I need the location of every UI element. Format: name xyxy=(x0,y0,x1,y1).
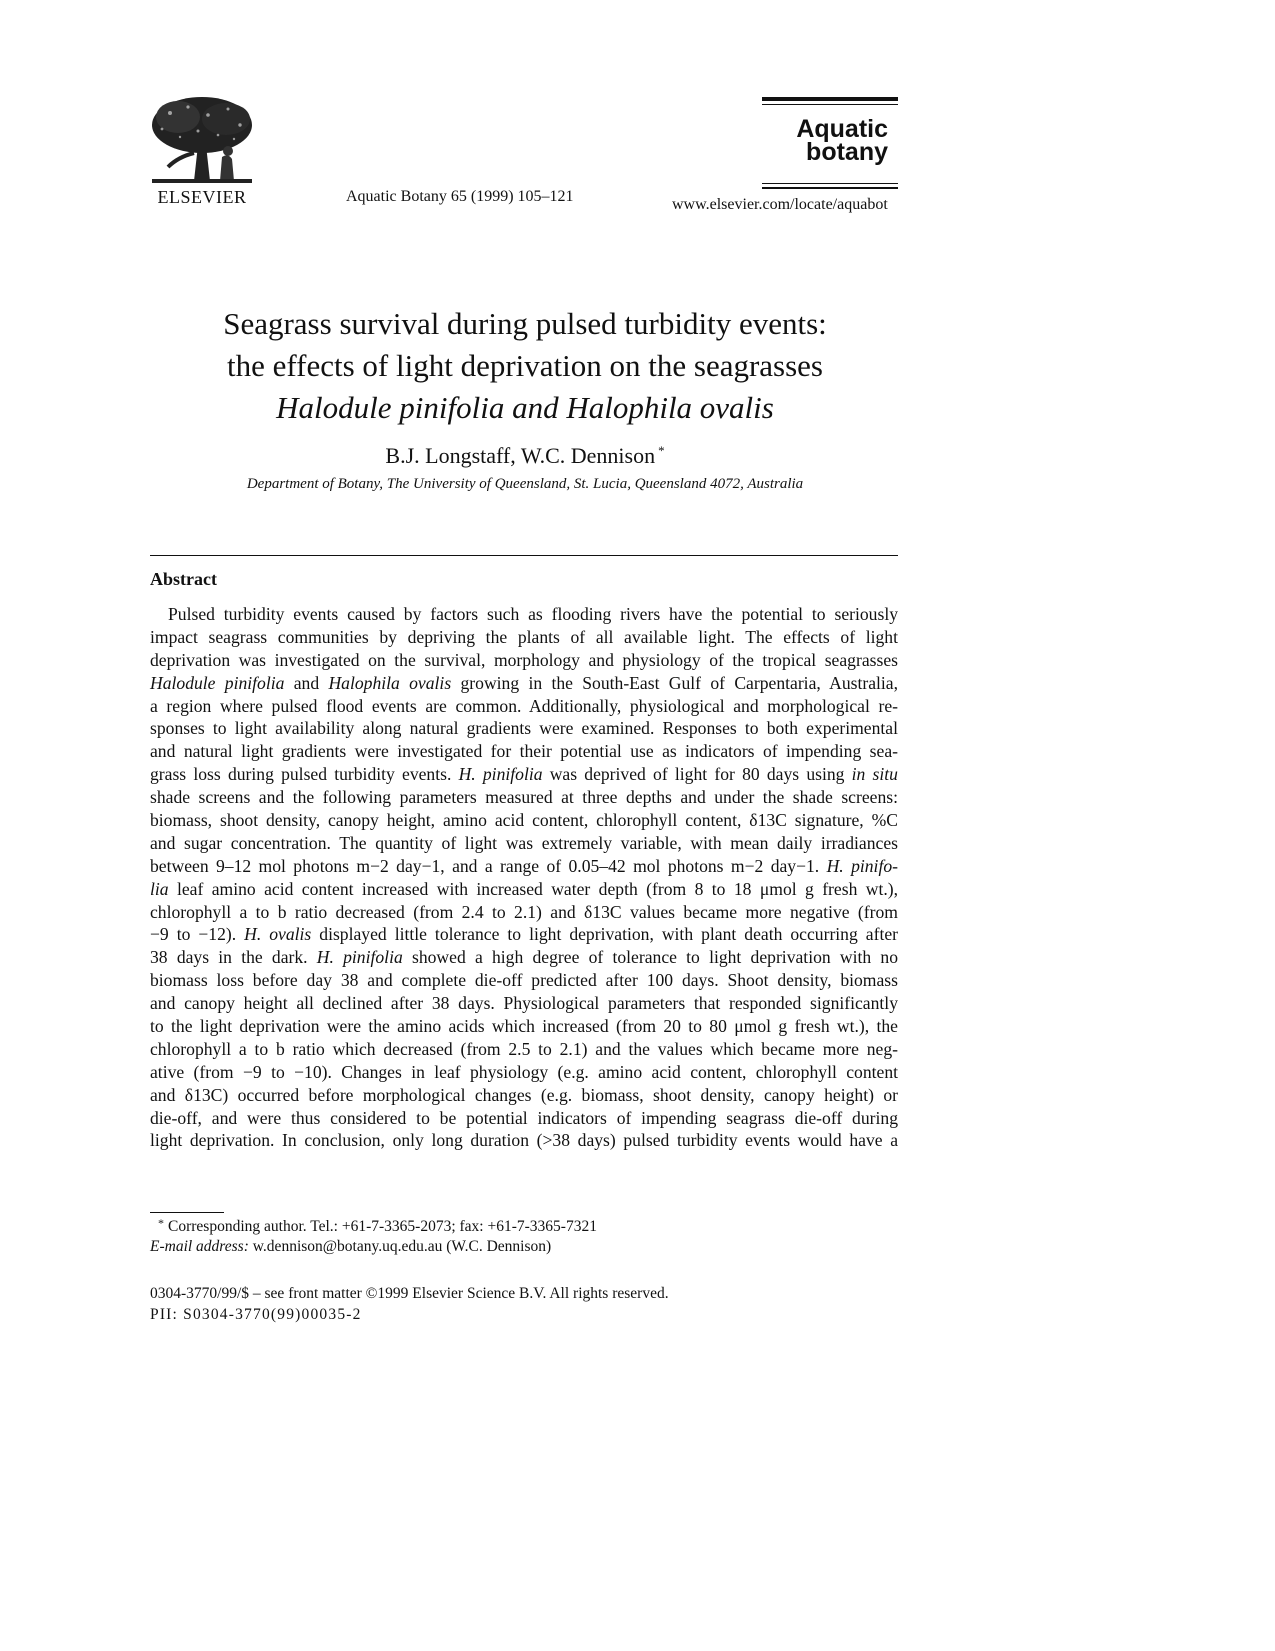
article-title xyxy=(150,303,900,429)
title-line: Seagrass survival during pulsed turbidity events: xyxy=(223,306,827,341)
title-line-species: Halodule pinifolia and Halophila ovalis xyxy=(276,390,774,425)
affiliation: Department of Botany, The University of Queensland, St. Lucia, Queensland 4072, Australia xyxy=(246,476,804,492)
abstract-line: biomass, shoot density, canopy height, amino acid content, chlorophyll content, δ13C signature, %C xyxy=(150,810,898,831)
corresponding-author-mark[interactable]: * xyxy=(658,443,665,458)
abstract-line: shade screens and the following parameters measured at three depths and under the shade screens: xyxy=(150,787,898,808)
abstract-line: a region where pulsed flood events are common. Additionally, physiological and morphological re- xyxy=(150,695,898,716)
abstract-line: to the light deprivation were the amino acids which increased (from 20 to 80 μmol g fresh wt.), the xyxy=(150,1016,898,1037)
email-footnote xyxy=(150,1238,551,1256)
abstract-line: −9 to −12). H. ovalis displayed little tolerance to light deprivation, with plant death occurring after xyxy=(150,924,898,945)
abstract-line: biomass loss before day 38 and complete die-off predicted after 100 days. Shoot density, biomass xyxy=(150,970,898,991)
abstract-line: 38 days in the dark. H. pinifolia showed a high degree of tolerance to light deprivation with no xyxy=(150,947,898,968)
journal-logo-rule xyxy=(762,187,898,189)
abstract-line: Pulsed turbidity events caused by factors such as flooding rivers have the potential to seriously xyxy=(168,604,898,624)
abstract-line: light deprivation. In conclusion, only long duration (>38 days) pulsed turbidity events would have a xyxy=(150,1130,898,1151)
corresponding-author-details: Corresponding author. Tel.: +61-7-3365-2073; fax: +61-7-3365-7321 xyxy=(168,1218,597,1235)
abstract-line: sponses to light availability along natural gradients were examined. Responses to both experimental xyxy=(150,718,898,739)
journal-logo-rule xyxy=(762,104,898,105)
publisher-name: ELSEVIER xyxy=(157,187,247,207)
tree-logo-icon xyxy=(148,95,256,185)
abstract-body xyxy=(150,603,898,1152)
pii-identifier: PII: S0304-3770(99)00035-2 xyxy=(150,1306,362,1323)
email-address[interactable]: w.dennison@botany.uq.edu.au (W.C. Dennison) xyxy=(252,1238,552,1255)
abstract-line: and δ13C) occurred before morphological changes (e.g. biomass, shoot density, canopy height) or xyxy=(150,1084,898,1105)
abstract-heading: Abstract xyxy=(150,569,217,589)
journal-logo-rule xyxy=(762,183,898,184)
footnote-divider xyxy=(150,1212,224,1213)
elsevier-logo xyxy=(148,95,256,207)
abstract-line: chlorophyll a to b ratio which decreased (from 2.5 to 2.1) and the values which became more neg- xyxy=(150,1038,898,1059)
authors: B.J. Longstaff, W.C. Dennison xyxy=(385,443,656,468)
journal-logo-line1: Aquatic xyxy=(796,115,888,143)
journal-logo-line2: botany xyxy=(806,138,888,166)
abstract-line: and canopy height all declined after 38 days. Physiological parameters that responded significantly xyxy=(150,993,898,1014)
journal-url[interactable]: www.elsevier.com/locate/aquabot xyxy=(672,196,888,213)
abstract-line: die-off, and were thus considered to be potential indicators of impending seagrass die-off during xyxy=(150,1107,898,1128)
email-label: E-mail address: xyxy=(150,1238,249,1255)
abstract-line: ative (from −9 to −10). Changes in leaf physiology (e.g. amino acid content, chlorophyll content xyxy=(150,1061,898,1082)
abstract-line: between 9–12 mol photons m−2 day−1, and a range of 0.05–42 mol photons m−2 day−1. H. pinifo- xyxy=(150,855,898,876)
journal-reference: Aquatic Botany 65 (1999) 105–121 xyxy=(346,188,574,205)
copyright-notice: 0304-3770/99/$ – see front matter ©1999 Elsevier Science B.V. All rights reserved. xyxy=(150,1285,669,1302)
abstract-line: and sugar concentration. The quantity of light was extremely variable, with mean daily irradiances xyxy=(150,832,898,853)
abstract-line: Halodule pinifolia and Halophila ovalis growing in the South-East Gulf of Carpentaria, Australia, xyxy=(150,672,899,693)
abstract-line: chlorophyll a to b ratio decreased (from 2.4 to 2.1) and δ13C values became more negative (from xyxy=(150,901,898,922)
abstract-line: deprivation was investigated on the survival, morphology and physiology of the tropical seagrasses xyxy=(150,649,898,670)
abstract-line: impact seagrass communities by depriving the plants of all available light. The effects of light xyxy=(150,626,898,647)
corresponding-author-footnote xyxy=(150,1216,597,1236)
section-divider xyxy=(150,555,898,556)
journal-logo xyxy=(762,115,888,166)
abstract-line: lia leaf amino acid content increased with increased water depth (from 8 to 18 μmol g fresh wt.), xyxy=(150,878,898,899)
title-line: the effects of light deprivation on the seagrasses xyxy=(227,348,823,383)
author-list xyxy=(150,443,900,469)
journal-logo-rule xyxy=(762,97,898,101)
footnote-mark: * xyxy=(158,1216,164,1230)
abstract-line: and natural light gradients were investigated for their potential use as indicators of impending sea- xyxy=(150,741,898,762)
abstract-line: grass loss during pulsed turbidity events. H. pinifolia was deprived of light for 80 days using in situ xyxy=(150,764,898,785)
